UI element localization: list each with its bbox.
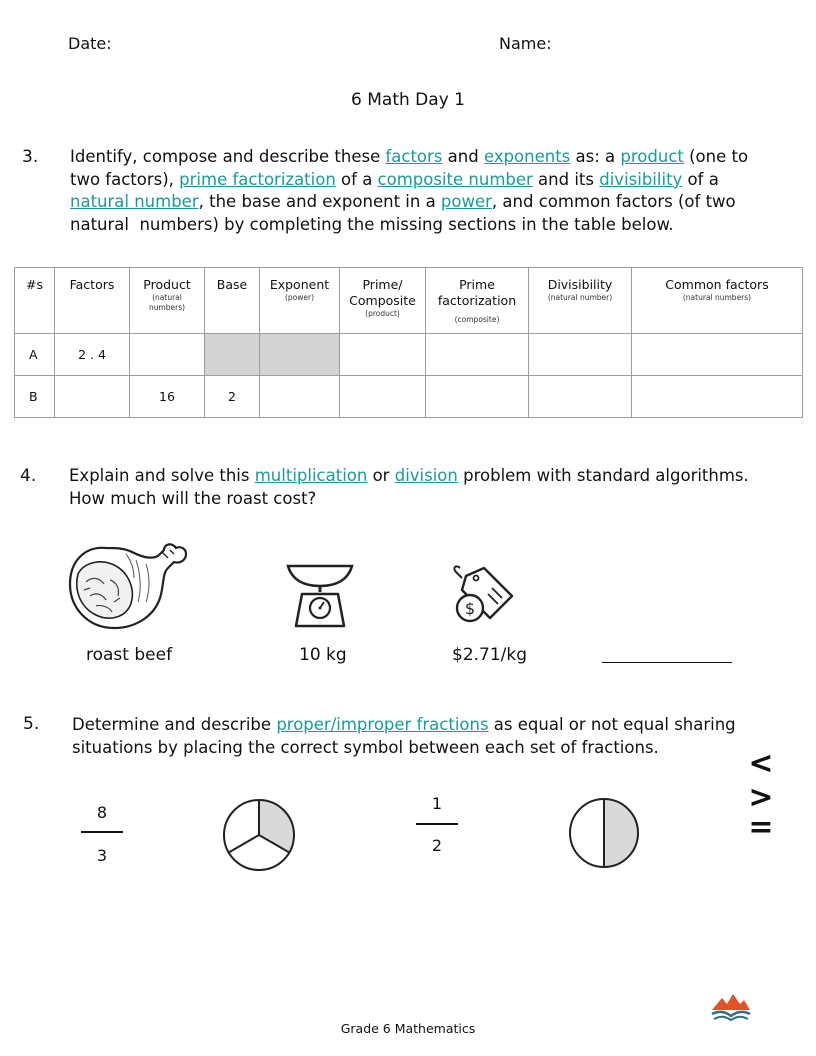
text-line	[70, 214, 800, 237]
text-segment: Explain and solve this	[69, 466, 255, 485]
kitchen-scale-icon	[282, 560, 358, 630]
table-cell[interactable]	[632, 376, 803, 418]
text-segment: of a	[335, 169, 378, 189]
header-sublabel: (product)	[365, 309, 400, 318]
glossary-link[interactable]: natural number	[70, 192, 199, 211]
table-header-cell	[55, 268, 130, 334]
question-5-number: 5.	[23, 714, 40, 734]
text-segment: (one to	[683, 147, 749, 166]
glossary-link[interactable]: composite number	[377, 169, 533, 189]
text-segment: situations by placing the correct symbol between each set of fractions.	[72, 737, 659, 757]
header-sublabel: (natural number)	[547, 293, 613, 302]
header-label: Prime/	[362, 277, 403, 292]
question-3-text	[70, 146, 800, 236]
text-line	[70, 146, 800, 169]
greater-than-symbol[interactable]: >	[748, 780, 774, 815]
header-sublabel: (composite)	[454, 315, 500, 324]
date-label: Date:	[68, 34, 112, 53]
header-label: Exponent	[269, 277, 330, 292]
table-cell[interactable]	[340, 334, 426, 376]
table-header-cell	[205, 268, 260, 334]
table-header-cell	[260, 268, 340, 334]
table-header-row	[15, 268, 803, 334]
header-label: Prime	[459, 277, 495, 292]
row-label-cell: B	[15, 376, 55, 418]
less-than-symbol[interactable]: <	[748, 746, 774, 781]
fraction-1-denominator: 3	[96, 846, 108, 865]
roast-beef-icon	[66, 540, 190, 632]
fraction-2-bar	[416, 823, 458, 825]
header-label: Divisibility	[547, 277, 613, 292]
price-tag-icon	[452, 562, 516, 624]
text-line	[72, 737, 802, 760]
table-cell	[260, 334, 340, 376]
header-sublabel: (natural numbers)	[148, 293, 186, 312]
header-label: Base	[216, 277, 248, 292]
table-header-cell	[15, 268, 55, 334]
glossary-link[interactable]: prime factorization	[179, 169, 336, 189]
glossary-link[interactable]: factors	[385, 147, 443, 166]
row-label-cell: A	[15, 334, 55, 376]
table-cell	[205, 334, 260, 376]
table-header-cell	[340, 268, 426, 334]
text-segment: and	[442, 147, 484, 166]
text-segment: of a	[682, 169, 719, 189]
halves-circle-diagram	[568, 797, 640, 869]
text-segment: or	[367, 466, 395, 485]
table-cell[interactable]	[632, 334, 803, 376]
text-line	[70, 191, 800, 214]
table-header-cell	[426, 268, 529, 334]
fraction-1-numerator: 8	[96, 803, 108, 822]
glossary-link[interactable]: proper/improper fractions	[276, 715, 489, 734]
page-title: 6 Math Day 1	[351, 90, 465, 110]
header-label: Composite	[349, 293, 416, 308]
text-segment: two factors),	[70, 169, 180, 189]
fraction-2-numerator: 1	[431, 794, 443, 813]
fraction-1-bar	[81, 831, 123, 833]
glossary-link[interactable]: product	[620, 147, 684, 166]
text-segment: as: a	[570, 147, 621, 166]
text-segment: problem with standard algorithms.	[457, 466, 749, 485]
text-line	[72, 714, 802, 737]
name-label: Name:	[499, 34, 552, 53]
question-4-number: 4.	[20, 466, 37, 486]
table-row	[15, 376, 803, 418]
table-cell[interactable]	[260, 376, 340, 418]
thirds-circle-diagram	[222, 798, 296, 872]
table-body	[15, 334, 803, 418]
text-segment: and its	[532, 169, 600, 189]
header-label: Product	[143, 277, 191, 292]
question-5-text	[72, 714, 802, 759]
table-row	[15, 334, 803, 376]
table-cell: 16	[130, 376, 205, 418]
table-cell[interactable]	[340, 376, 426, 418]
glossary-link[interactable]: exponents	[483, 147, 571, 166]
table-header-cell	[632, 268, 803, 334]
header-sublabel: (power)	[284, 293, 315, 302]
answer-blank[interactable]	[602, 662, 732, 663]
price-caption: $2.71/kg	[452, 645, 528, 665]
weight-caption: 10 kg	[299, 645, 347, 665]
header-label: Common factors	[665, 277, 769, 292]
table-cell: 2	[205, 376, 260, 418]
header-label: factorization	[437, 293, 517, 308]
svg-text:$: $	[464, 599, 476, 618]
text-line	[69, 488, 799, 511]
glossary-link[interactable]: division	[394, 466, 458, 485]
text-line	[70, 169, 800, 192]
text-segment: Determine and describe	[72, 715, 277, 734]
fraction-2-denominator: 2	[431, 836, 443, 855]
roast-beef-caption: roast beef	[86, 645, 173, 665]
table-cell[interactable]	[529, 334, 632, 376]
question-4-text	[69, 465, 799, 510]
table-cell: 2 . 4	[55, 334, 130, 376]
equals-symbol[interactable]: =	[748, 810, 774, 845]
factors-table	[14, 267, 803, 418]
page-footer: Grade 6 Mathematics	[340, 1021, 476, 1036]
text-line	[69, 465, 799, 488]
table-header-cell	[130, 268, 205, 334]
header-sublabel: (natural numbers)	[682, 293, 752, 302]
table-cell[interactable]	[426, 376, 529, 418]
table-header-cell	[529, 268, 632, 334]
table-cell[interactable]	[130, 334, 205, 376]
publisher-logo	[710, 992, 752, 1022]
header-label: Factors	[69, 277, 115, 292]
text-segment: Identify, compose and describe these	[70, 147, 386, 166]
text-segment: , and common factors (of two	[491, 192, 736, 211]
table-cell[interactable]	[426, 334, 529, 376]
header-label: #s	[26, 277, 43, 292]
text-segment: as equal or not equal sharing	[488, 715, 736, 734]
question-3-number: 3.	[22, 147, 39, 167]
table-cell[interactable]	[55, 376, 130, 418]
glossary-link[interactable]: multiplication	[254, 466, 368, 485]
text-segment: natural numbers) by completing the missing sections in the table below.	[70, 214, 674, 234]
text-segment: , the base and exponent in a	[198, 192, 441, 211]
text-segment: How much will the roast cost?	[69, 488, 317, 508]
table-cell[interactable]	[529, 376, 632, 418]
glossary-link[interactable]: divisibility	[599, 169, 683, 189]
glossary-link[interactable]: power	[440, 192, 492, 211]
